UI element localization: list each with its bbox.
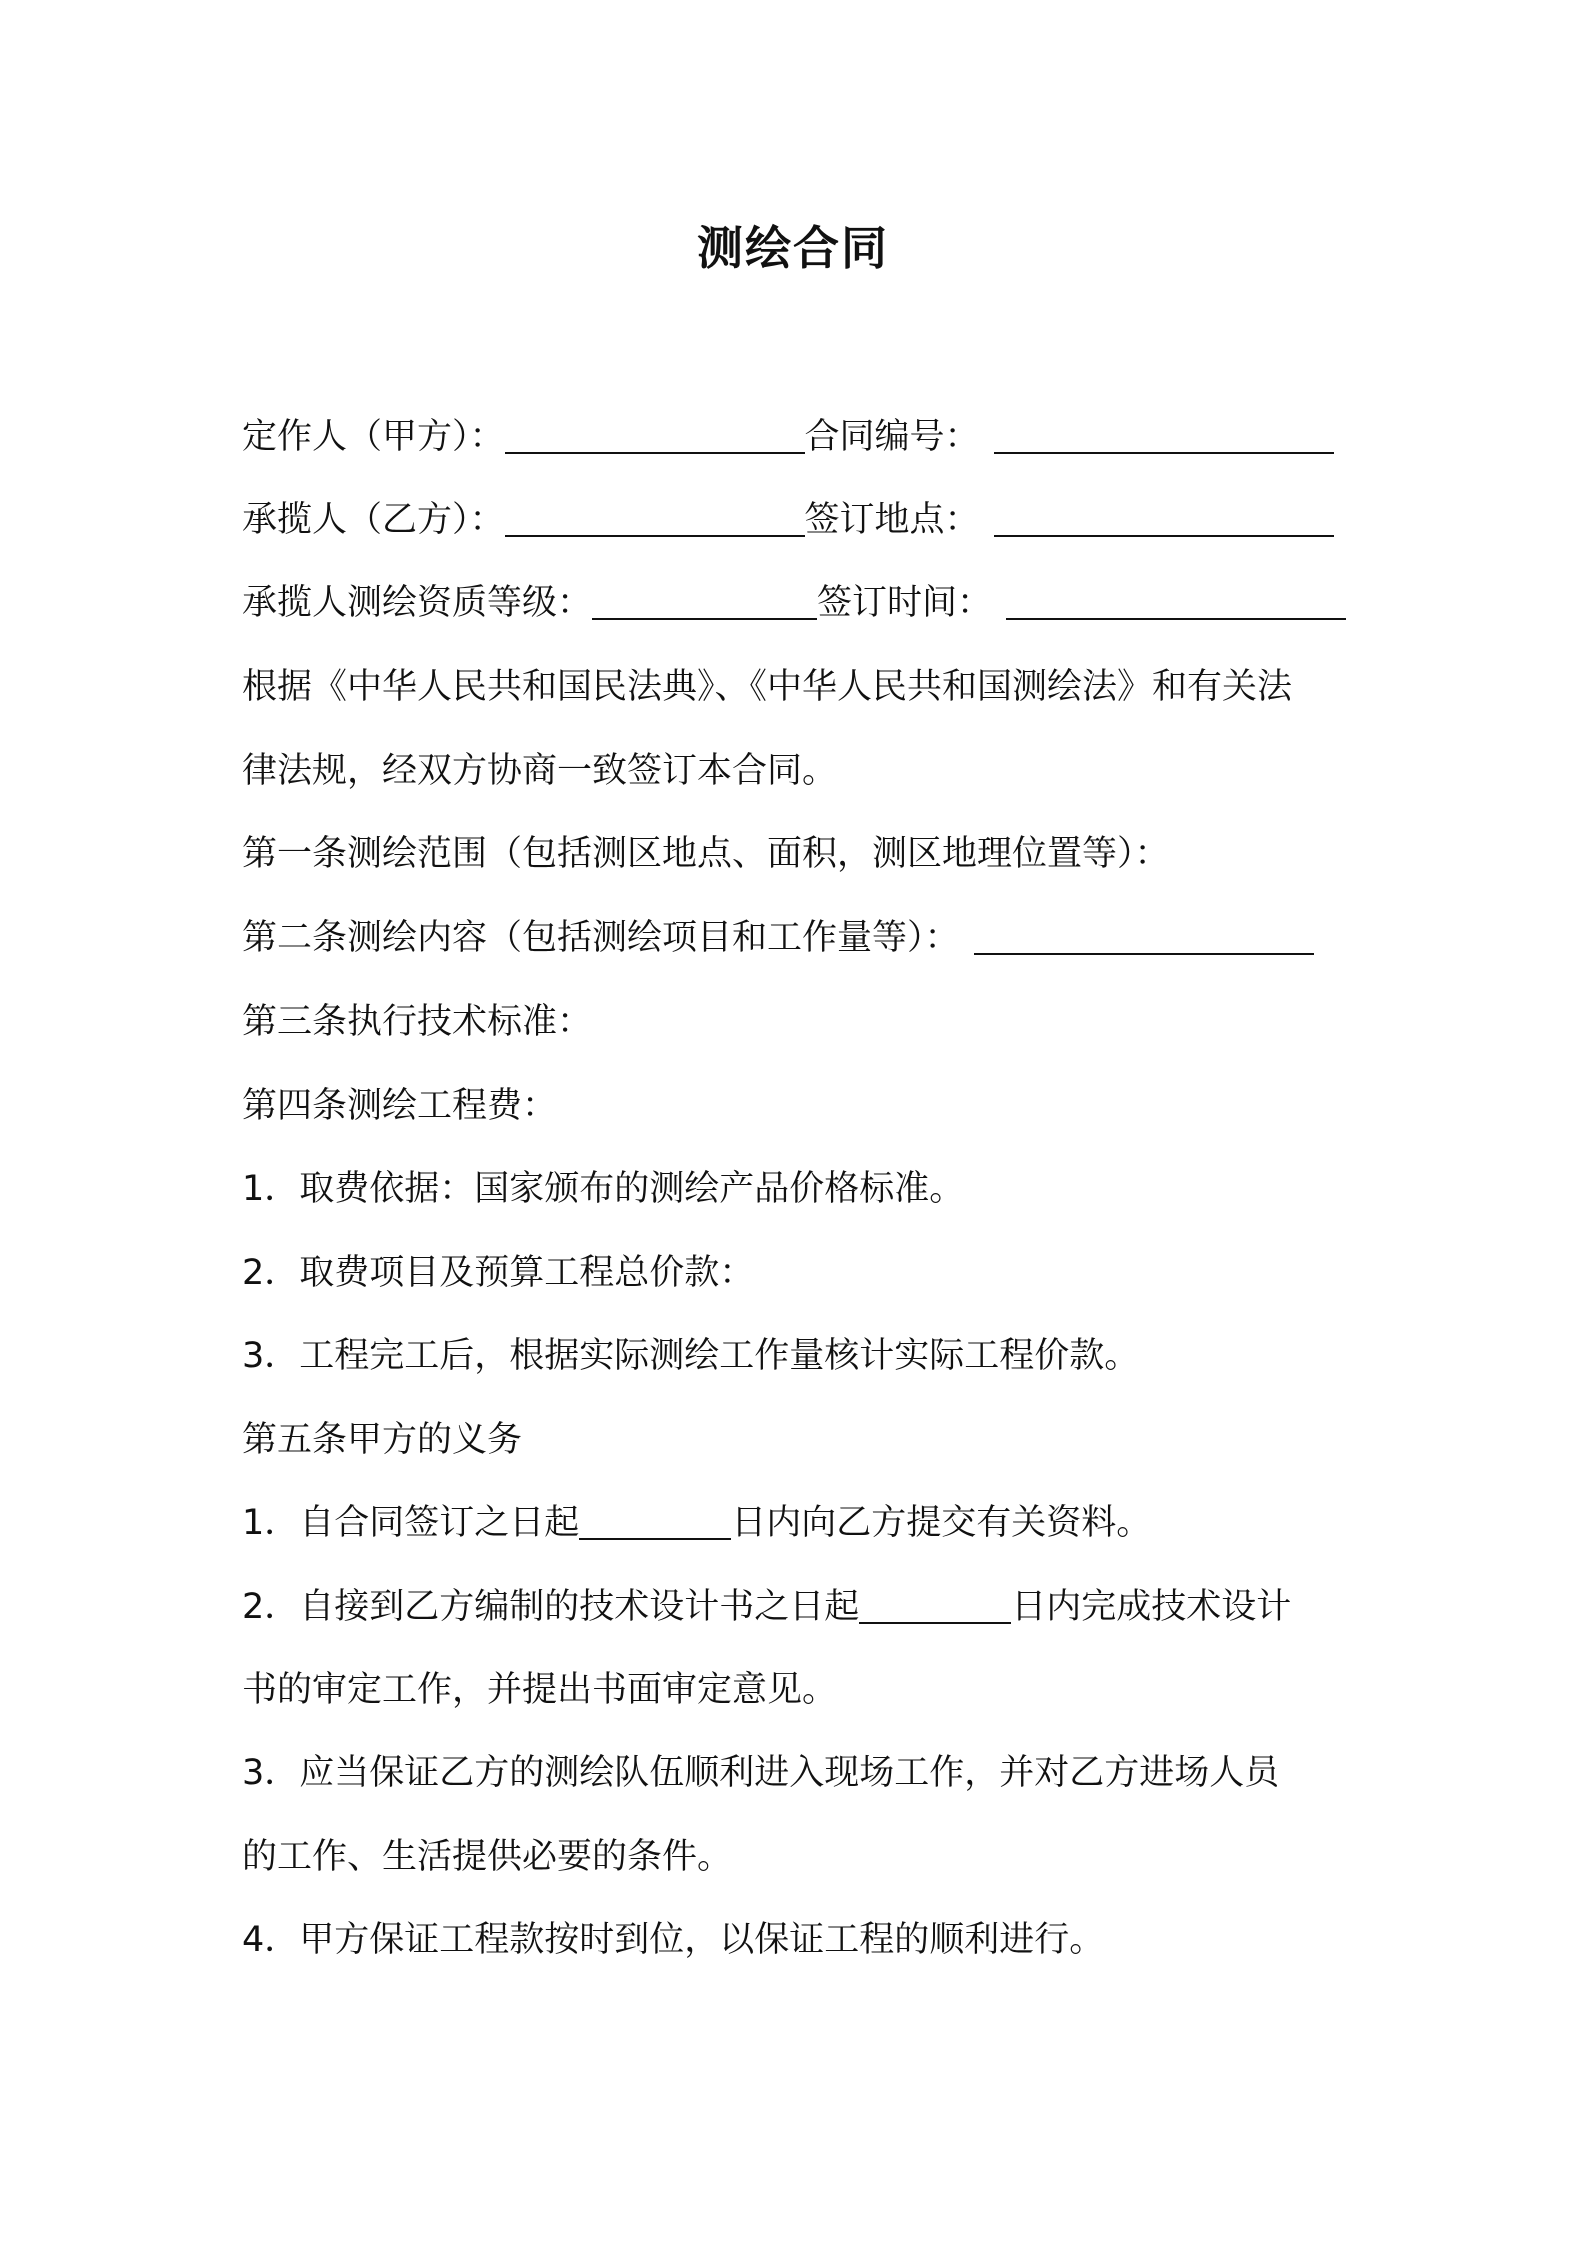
article-4-item-3: 3．工程完工后，根据实际测绘工作量核计实际工程价款。: [242, 1336, 1140, 1376]
days-blank-2: [859, 1586, 1011, 1624]
article-2: 第二条测绘内容（包括测绘项目和工作量等）：: [242, 918, 960, 958]
party-b-label: 承揽人（乙方）：: [242, 500, 505, 540]
article-2-row: [242, 913, 1314, 963]
article-5-item-1: [242, 1498, 1151, 1548]
party-b-row: [242, 495, 1334, 545]
article-5-item-4: 4．甲方保证工程款按时到位，以保证工程的顺利进行。: [242, 1920, 1105, 1960]
article-4-item-1: 1．取费依据：国家颁布的测绘产品价格标准。: [242, 1169, 965, 1209]
article-4: 第四条测绘工程费：: [242, 1086, 558, 1126]
sign-time-label: 签订时间：: [817, 583, 993, 623]
party-b-blank: [505, 499, 805, 537]
article-3: 第三条执行技术标准：: [242, 1002, 593, 1042]
article-1: 第一条测绘范围（包括测区地点、面积，测区地理位置等）：: [242, 834, 1170, 874]
article-2-blank: [974, 917, 1314, 955]
sign-place-label: 签订地点：: [804, 500, 980, 540]
article-5-item-3: 3．应当保证乙方的测绘队伍顺利进入现场工作，并对乙方进场人员: [242, 1753, 1280, 1793]
article-5-item-2-post: 日内完成技术设计: [1011, 1587, 1292, 1627]
sign-place-blank: [994, 499, 1334, 537]
article-5-item-1-pre: 1．自合同签订之日起: [242, 1503, 580, 1543]
article-5-item-2: [242, 1582, 1291, 1632]
party-a-row: [242, 412, 1334, 462]
article-4-item-2: 2．取费项目及预算工程总价款：: [242, 1253, 755, 1293]
article-5-item-1-post: 日内向乙方提交有关资料。: [731, 1503, 1152, 1543]
qualification-blank: [592, 582, 817, 620]
page-title: 测绘合同: [697, 221, 889, 275]
sign-time-blank: [1006, 582, 1346, 620]
preamble-line-2: 律法规，经双方协商一致签订本合同。: [242, 751, 838, 791]
article-5-item-2-cont: 书的审定工作，并提出书面审定意见。: [242, 1670, 838, 1710]
party-a-blank: [505, 416, 805, 454]
contract-no-blank: [994, 416, 1334, 454]
party-a-label: 定作人（甲方）：: [242, 417, 505, 457]
article-5-item-3-cont: 的工作、生活提供必要的条件。: [242, 1837, 733, 1877]
qualification-row: [242, 578, 1346, 628]
qualification-label: 承揽人测绘资质等级：: [242, 583, 593, 623]
preamble-line-1: 根据《中华人民共和国民法典》、《中华人民共和国测绘法》和有关法: [242, 667, 1293, 707]
article-5-item-2-pre: 2．自接到乙方编制的技术设计书之日起: [242, 1587, 860, 1627]
contract-no-label: 合同编号：: [804, 417, 980, 457]
days-blank-1: [579, 1502, 731, 1540]
article-5: 第五条甲方的义务: [242, 1420, 523, 1460]
